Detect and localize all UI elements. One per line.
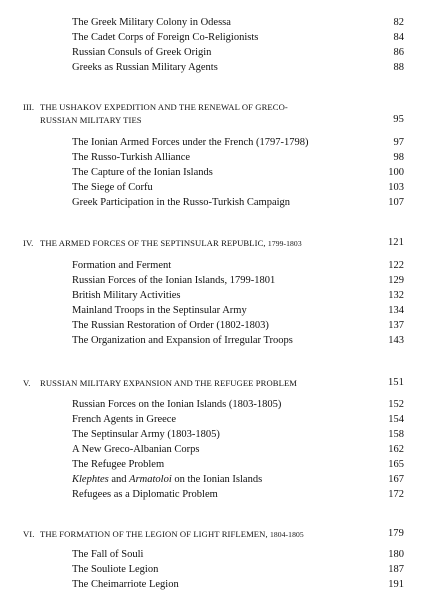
- entry-title: Russian Consuls of Greek Origin: [72, 47, 212, 58]
- entry-title-rest: on the Ionian Islands: [171, 474, 263, 485]
- toc-entry: [0, 166, 425, 180]
- entry-page: 134: [388, 305, 404, 316]
- chapter-title: [40, 528, 304, 541]
- entry-page: 129: [388, 275, 404, 286]
- entry-page: 165: [388, 459, 404, 470]
- entry-title: [72, 473, 262, 487]
- entry-page: 167: [388, 474, 404, 485]
- entry-page: 191: [388, 579, 404, 590]
- entry-page: 98: [393, 152, 404, 163]
- entry-page: 82: [393, 17, 404, 28]
- toc-entry: [0, 578, 425, 592]
- toc-entry: [0, 334, 425, 348]
- toc-entry: [0, 398, 425, 412]
- entry-title: Formation and Ferment: [72, 260, 172, 271]
- entry-title: The Russo-Turkish Alliance: [72, 152, 191, 163]
- entry-title: The Refugee Problem: [72, 459, 165, 470]
- chapter-years: 1799-1803: [267, 239, 302, 248]
- entry-page: 107: [388, 197, 404, 208]
- entry-page: 154: [388, 414, 404, 425]
- chapter-heading: [0, 377, 425, 391]
- entry-title-italic-armatoloi: Armatoloi: [129, 474, 172, 485]
- entry-page: 132: [388, 290, 404, 301]
- toc-entry: [0, 413, 425, 427]
- entry-title: The Fall of Souli: [72, 549, 144, 560]
- entry-title-conjunction: and: [108, 474, 130, 485]
- entry-title: The Russian Restoration of Order (1802-1803): [72, 320, 269, 331]
- toc-entry: [0, 458, 425, 472]
- toc-entry: [0, 181, 425, 195]
- entry-title: The Capture of the Ionian Islands: [72, 167, 213, 178]
- toc-entry: [0, 473, 425, 487]
- entry-page: 158: [388, 429, 404, 440]
- chapter-numeral: III.: [23, 102, 35, 112]
- toc-entry: [0, 61, 425, 75]
- entry-page: 88: [393, 62, 404, 73]
- chapter-title-line1: RUSSIAN MILITARY EXPANSION AND THE REFUGEE PROBLEM: [40, 378, 298, 388]
- toc-entry: [0, 289, 425, 303]
- chapter-heading: [0, 528, 425, 542]
- entry-page: 86: [393, 47, 404, 58]
- chapter-page: 151: [387, 377, 404, 388]
- chapter-heading: [0, 237, 425, 251]
- toc-entry: [0, 563, 425, 577]
- toc-entry: [0, 443, 425, 457]
- entry-title: A New Greco-Albanian Corps: [72, 444, 200, 455]
- chapter-page: 95: [393, 114, 404, 125]
- chapter-title-line1: THE USHAKOV EXPEDITION AND THE RENEWAL OF GRECO-: [40, 102, 288, 112]
- toc-entry: [0, 319, 425, 333]
- entry-page: 152: [388, 399, 404, 410]
- chapter-page: 179: [387, 528, 404, 539]
- chapter-page: 121: [387, 237, 404, 248]
- entry-page: 103: [388, 182, 404, 193]
- entry-title: The Cadet Corps of Foreign Co-Religionists: [72, 32, 259, 43]
- entry-title: French Agents in Greece: [72, 414, 177, 425]
- entry-page: 143: [388, 335, 404, 346]
- entry-title: The Greek Military Colony in Odessa: [72, 17, 231, 28]
- entry-title: The Siege of Corfu: [72, 182, 153, 193]
- toc-entry: [0, 136, 425, 150]
- entry-page: 172: [388, 489, 404, 500]
- chapter-title-line1: THE ARMED FORCES OF THE SEPTINSULAR REPUBLIC,: [40, 238, 266, 248]
- entry-page: 180: [388, 549, 404, 560]
- chapter-years: 1804-1805: [269, 530, 304, 539]
- entry-title: Mainland Troops in the Septinsular Army: [72, 305, 247, 316]
- entry-title: The Souliote Legion: [72, 564, 159, 575]
- chapter-heading: [0, 101, 425, 127]
- chapter-title-line1: THE FORMATION OF THE LEGION OF LIGHT RIFLEMEN,: [40, 529, 268, 539]
- toc-entry: [0, 259, 425, 273]
- toc-entry: [0, 548, 425, 562]
- toc-entry: [0, 31, 425, 45]
- chapter-numeral: VI.: [23, 529, 35, 539]
- entry-title: The Septinsular Army (1803-1805): [72, 429, 220, 440]
- toc-entry: [0, 304, 425, 318]
- chapter-title: [40, 237, 302, 250]
- entry-page: 122: [388, 260, 404, 271]
- entry-page: 84: [393, 32, 404, 43]
- entry-title: The Cheimarriote Legion: [72, 579, 179, 590]
- toc-entry: [0, 196, 425, 210]
- toc-entry: [0, 274, 425, 288]
- entry-page: 100: [388, 167, 404, 178]
- entry-page: 162: [388, 444, 404, 455]
- entry-title: Refugees as a Diplomatic Problem: [72, 489, 218, 500]
- toc-entry: [0, 16, 425, 30]
- toc-entry: [0, 46, 425, 60]
- chapter-numeral: V.: [23, 378, 31, 388]
- entry-title: Russian Forces of the Ionian Islands, 1799-1801: [72, 275, 276, 286]
- chapter-numeral: IV.: [23, 238, 34, 248]
- entry-title: The Ionian Armed Forces under the French (1797-1798): [72, 137, 309, 148]
- entry-page: 187: [388, 564, 404, 575]
- entry-title: Greeks as Russian Military Agents: [72, 62, 218, 73]
- toc-entry: [0, 151, 425, 165]
- entry-title: British Military Activities: [72, 290, 181, 301]
- entry-page: 97: [393, 137, 404, 148]
- chapter-title-line2: RUSSIAN MILITARY TIES: [40, 115, 142, 125]
- entry-page: 137: [388, 320, 404, 331]
- toc-entry: [0, 428, 425, 442]
- entry-title: Russian Forces on the Ionian Islands (1803-1805): [72, 399, 282, 410]
- entry-title-italic-klephtes: Klephtes: [72, 474, 109, 485]
- toc-entry: [0, 488, 425, 502]
- entry-title: The Organization and Expansion of Irregular Troops: [72, 335, 293, 346]
- entry-title: Greek Participation in the Russo-Turkish Campaign: [72, 197, 291, 208]
